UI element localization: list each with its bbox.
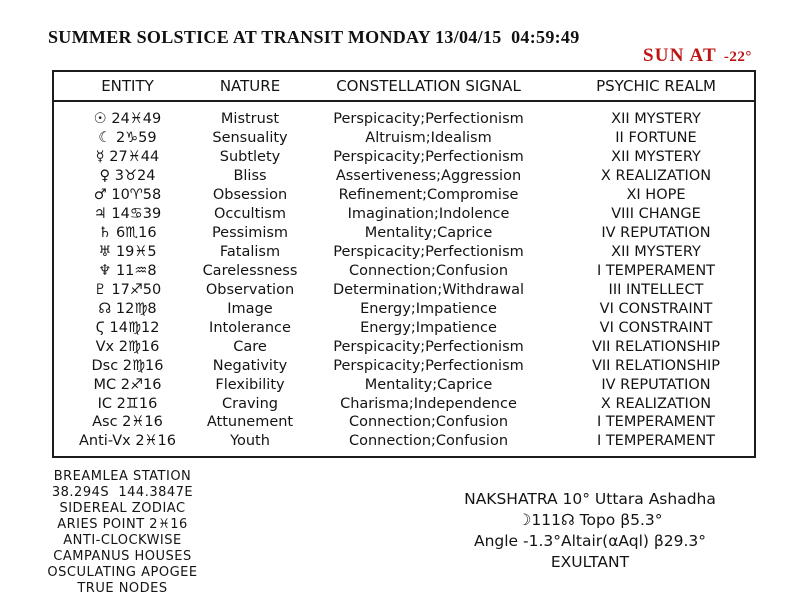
cell-nature: Fatalism — [219, 244, 281, 261]
nakshatra-analysis-block — [415, 489, 765, 573]
cell-signal: Perspicacity;Perfectionism — [333, 357, 524, 374]
cell-nature: Intolerance — [209, 319, 291, 336]
table-row — [54, 299, 754, 318]
settings-line: ARIES POINT 2♓16 — [57, 517, 188, 532]
cell-entity: Dsc 2♍16 — [91, 357, 164, 374]
cell-signal: Altruism;Idealism — [365, 130, 492, 147]
table-row — [54, 432, 754, 451]
cell-nature: Mistrust — [220, 111, 280, 128]
table-row — [54, 375, 754, 394]
table-row — [54, 224, 754, 243]
table-row — [54, 280, 754, 299]
table-row — [54, 337, 754, 356]
cell-signal: Mentality;Caprice — [364, 225, 493, 242]
cell-realm: I TEMPERAMENT — [596, 433, 716, 450]
cell-realm: I TEMPERAMENT — [596, 414, 716, 431]
cell-realm: X REALIZATION — [600, 395, 712, 412]
cell-realm: XII MYSTERY — [611, 149, 701, 166]
cell-signal: Assertiveness;Aggression — [335, 168, 522, 185]
cell-signal: Energy;Impatience — [360, 319, 497, 336]
cell-realm: XII MYSTERY — [611, 111, 701, 128]
settings-line: ANTI-CLOCKWISE — [63, 533, 182, 548]
sun-at-label: SUN AT — [643, 45, 717, 66]
cell-signal: Mentality;Caprice — [364, 376, 493, 393]
cell-signal: Charisma;Independence — [340, 395, 517, 412]
column-header-constellation-signal: CONSTELLATION SIGNAL — [336, 77, 521, 95]
cell-entity: ♃ 14♋39 — [93, 206, 162, 223]
column-header-psychic-realm: PSYCHIC REALM — [596, 77, 716, 95]
cell-entity: ☉ 24♓49 — [93, 111, 162, 128]
sun-at-value: -22° — [723, 49, 752, 65]
analysis-line: ☽111☊ Topo β5.3° — [517, 511, 663, 529]
settings-line: SIDEREAL ZODIAC — [59, 501, 186, 516]
cell-realm: II FORTUNE — [615, 130, 697, 147]
transit-table — [52, 70, 756, 458]
column-header-entity: ENTITY — [101, 77, 154, 95]
cell-signal: Perspicacity;Perfectionism — [333, 149, 524, 166]
cell-realm: I TEMPERAMENT — [596, 262, 716, 279]
analysis-line: NAKSHATRA 10° Uttara Ashadha — [464, 490, 716, 508]
table-row — [54, 413, 754, 432]
cell-entity: Asc 2♓16 — [92, 414, 163, 431]
cell-signal: Determination;Withdrawal — [332, 281, 525, 298]
cell-nature: Care — [233, 338, 267, 355]
settings-line: 38.294S 144.3847E — [51, 485, 194, 500]
cell-nature: Obsession — [212, 187, 288, 204]
cell-signal: Perspicacity;Perfectionism — [333, 244, 524, 261]
cell-nature: Subtlety — [219, 149, 281, 166]
cell-nature: Youth — [230, 433, 270, 450]
cell-realm: III INTELLECT — [608, 281, 704, 298]
cell-realm: VI CONSTRAINT — [599, 319, 713, 336]
table-row — [54, 394, 754, 413]
cell-entity: ♇ 17♐50 — [93, 281, 162, 298]
cell-entity: ☿ 27♓44 — [95, 149, 160, 166]
cell-nature: Craving — [222, 395, 278, 412]
cell-realm: XII MYSTERY — [611, 244, 701, 261]
cell-entity: ♄ 6♏16 — [98, 225, 157, 242]
table-row — [54, 356, 754, 375]
cell-nature: Sensuality — [212, 130, 288, 147]
cell-entity: ☊ 12♍8 — [98, 300, 157, 317]
cell-entity: IC 2♊16 — [97, 395, 158, 412]
table-row — [54, 186, 754, 205]
cell-entity: ♆ 11♒8 — [98, 262, 157, 279]
settings-line: OSCULATING APOGEE — [47, 565, 198, 580]
cell-nature: Image — [227, 300, 273, 317]
table-row — [54, 129, 754, 148]
cell-nature: Bliss — [233, 168, 267, 185]
cell-entity: ☾ 2♑59 — [98, 130, 157, 147]
cell-nature: Attunement — [206, 414, 294, 431]
cell-entity: MC 2♐16 — [93, 376, 162, 393]
cell-realm: VII RELATIONSHIP — [591, 338, 721, 355]
analysis-line: EXULTANT — [550, 553, 630, 571]
cell-entity: ♂ 10♈58 — [93, 187, 162, 204]
cell-entity: ♀ 3♉24 — [99, 168, 156, 185]
cell-signal: Energy;Impatience — [360, 300, 497, 317]
table-row — [54, 318, 754, 337]
cell-signal: Connection;Confusion — [348, 262, 509, 279]
table-row — [54, 167, 754, 186]
settings-line: CAMPANUS HOUSES — [53, 549, 192, 564]
cell-realm: IV REPUTATION — [601, 225, 711, 242]
cell-signal: Imagination;Indolence — [347, 206, 510, 223]
table-row — [54, 148, 754, 167]
cell-nature: Pessimism — [211, 225, 289, 242]
cell-realm: IV REPUTATION — [601, 376, 711, 393]
cell-entity: ♅ 19♓5 — [98, 244, 157, 261]
table-row — [54, 262, 754, 281]
cell-signal: Connection;Confusion — [348, 414, 509, 431]
cell-realm: X REALIZATION — [600, 168, 712, 185]
cell-signal: Perspicacity;Perfectionism — [333, 338, 524, 355]
column-header-nature: NATURE — [219, 77, 281, 95]
table-row — [54, 243, 754, 262]
cell-realm: VII RELATIONSHIP — [591, 357, 721, 374]
table-header-row — [54, 72, 754, 102]
cell-signal: Perspicacity;Perfectionism — [333, 111, 524, 128]
settings-line: TRUE NODES — [77, 581, 168, 596]
cell-entity: Ϛ 14♍12 — [95, 319, 160, 336]
settings-line: BREAMLEA STATION — [53, 469, 192, 484]
cell-entity: Vx 2♍16 — [95, 338, 160, 355]
cell-nature: Occultism — [214, 206, 286, 223]
analysis-line: Angle -1.3°Altair(αAql) β29.3° — [473, 532, 707, 550]
cell-signal: Refinement;Compromise — [338, 187, 519, 204]
cell-nature: Carelessness — [202, 262, 298, 279]
cell-nature: Flexibility — [215, 376, 285, 393]
cell-nature: Observation — [205, 281, 295, 298]
cell-realm: XI HOPE — [626, 187, 686, 204]
cell-signal: Connection;Confusion — [348, 433, 509, 450]
page-title: SUMMER SOLSTICE AT TRANSIT MONDAY 13/04/15 04:59:49 — [48, 27, 580, 47]
cell-realm: VIII CHANGE — [611, 206, 701, 223]
table-body — [54, 102, 754, 451]
table-row — [54, 205, 754, 224]
table-row — [54, 110, 754, 129]
cell-nature: Negativity — [212, 357, 288, 374]
chart-settings-block — [20, 469, 225, 597]
cell-realm: VI CONSTRAINT — [599, 300, 713, 317]
cell-entity: Anti-Vx 2♓16 — [79, 433, 176, 450]
